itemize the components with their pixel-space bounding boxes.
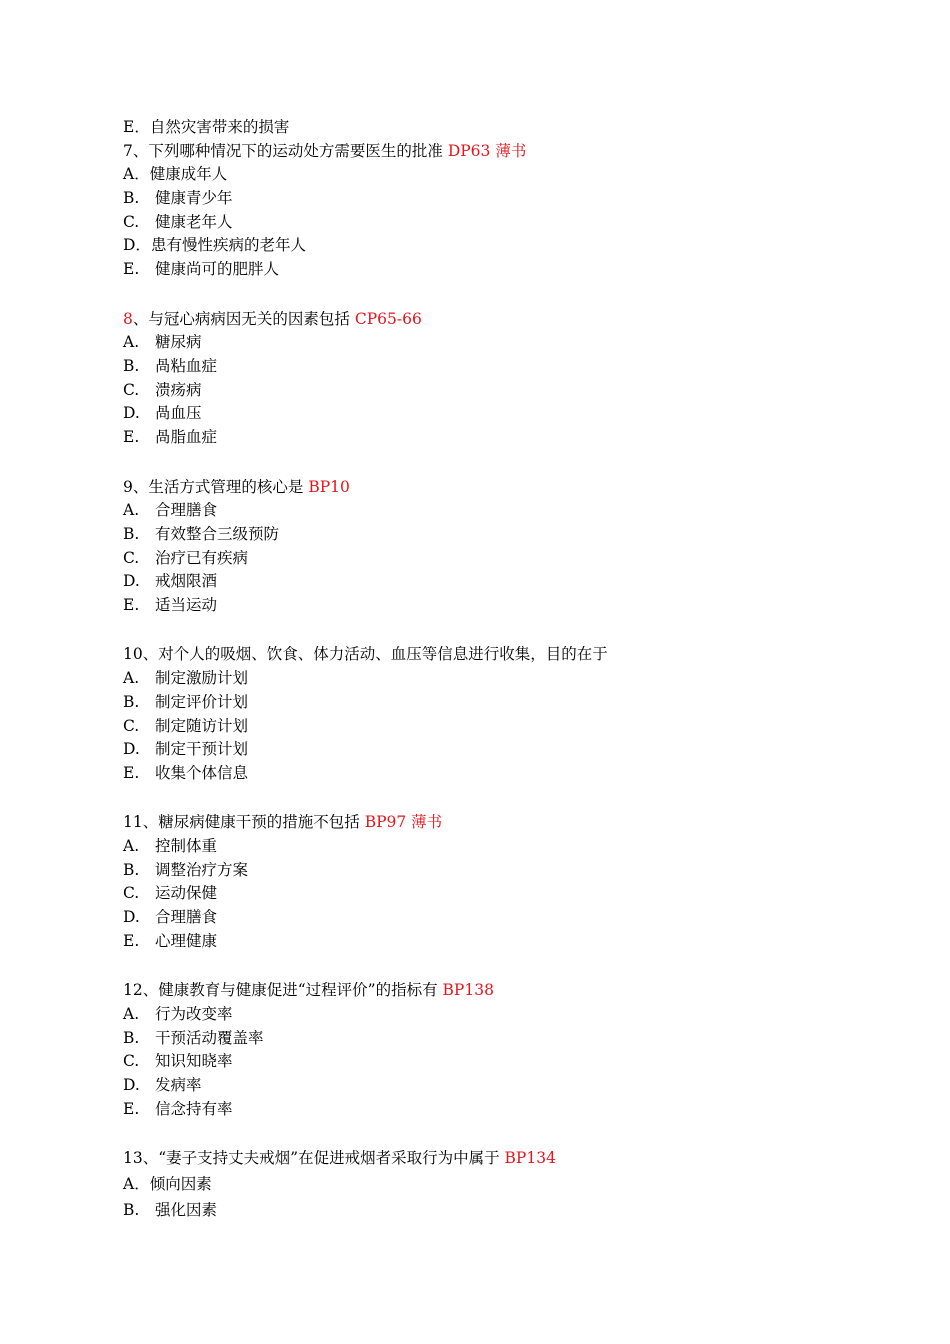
option-text: 合理膳食 — [155, 908, 218, 927]
option-text: 发病率 — [155, 1076, 202, 1095]
option-text: 干预活动覆盖率 — [155, 1028, 264, 1047]
option-text: 知识知晓率 — [155, 1052, 233, 1071]
option-line — [123, 163, 883, 187]
option-letter: D. — [123, 572, 140, 591]
option-line — [123, 523, 883, 547]
option-letter: A. — [123, 333, 140, 352]
question-number: 12 — [123, 981, 143, 1000]
page-reference: BP138 — [442, 981, 494, 1000]
option-text: 倾向因素 — [149, 1174, 212, 1193]
option-line — [123, 1173, 883, 1197]
option-letter: D. — [123, 740, 140, 759]
option-text: 信念持有率 — [155, 1099, 233, 1118]
question-stem — [123, 979, 883, 1003]
option-line — [123, 258, 883, 282]
option-text: 健康青少年 — [155, 189, 233, 208]
option-text: 咼粘血症 — [155, 356, 218, 375]
spacer — [123, 1121, 883, 1147]
question-text: 对个人的吸烟、饮食、体力活动、血压等信息进行收集，目的在于 — [158, 645, 608, 664]
option-line — [123, 547, 883, 571]
option-text: 戒烟限酒 — [155, 572, 218, 591]
option-text: 心理健康 — [155, 931, 218, 950]
option-line — [123, 859, 883, 883]
question-stem — [123, 643, 883, 667]
question-separator: 、 — [142, 645, 159, 664]
option-line — [123, 1050, 883, 1074]
option-line — [123, 402, 883, 426]
option-text: 患有慢性疾病的老年人 — [150, 236, 306, 255]
question-stem — [123, 140, 883, 164]
option-letter: D. — [123, 404, 140, 423]
option-text: 适当运动 — [155, 595, 218, 614]
page-reference: BP97 薄书 — [364, 813, 443, 832]
option-line — [123, 331, 883, 355]
option-letter: D. — [123, 908, 140, 927]
question-text: 下列哪种情况下的运动处方需要医生的批准 — [148, 141, 448, 160]
option-letter: A． — [123, 165, 150, 184]
option-line — [123, 715, 883, 739]
option-line — [123, 499, 883, 523]
question-number: 10 — [123, 645, 143, 664]
option-letter: E． — [123, 118, 150, 136]
option-text: 合理膳食 — [155, 501, 218, 520]
option-letter: A. — [123, 837, 140, 856]
option-text: 糖尿病 — [155, 333, 202, 352]
option-text: 调整治疗方案 — [155, 860, 249, 879]
option-letter: E. — [123, 763, 140, 782]
option-text: 自然灾害带来的损害 — [149, 118, 290, 136]
spacer — [123, 282, 883, 308]
question-stem — [123, 1147, 883, 1171]
option-text: 控制体重 — [155, 837, 218, 856]
option-line — [123, 1003, 883, 1027]
option-letter: E. — [123, 1099, 140, 1118]
option-letter: B. — [123, 692, 140, 711]
option-letter: E. — [123, 931, 140, 950]
option-letter: D. — [123, 1076, 140, 1095]
option-text: 运动保健 — [155, 884, 218, 903]
option-line — [123, 930, 883, 954]
spacer — [123, 954, 883, 980]
option-line — [123, 835, 883, 859]
option-text: 强化因素 — [155, 1200, 218, 1219]
option-line — [123, 762, 883, 786]
option-letter: C. — [123, 1052, 140, 1071]
option-text: 溃疡病 — [155, 380, 202, 399]
question-text: 糖尿病健康干预的措施不包括 — [158, 813, 365, 832]
option-text: 有效整合三级预防 — [155, 524, 280, 543]
option-letter: B. — [123, 1028, 140, 1047]
option-text: 咼脂血症 — [155, 428, 218, 447]
question-separator: 、 — [132, 141, 149, 160]
spacer — [123, 786, 883, 812]
option-letter: E. — [123, 428, 140, 447]
option-letter: A． — [123, 1174, 150, 1193]
question-number: 7 — [123, 141, 133, 160]
option-line — [123, 570, 883, 594]
option-text: 收集个体信息 — [155, 763, 249, 782]
option-line — [123, 906, 883, 930]
spacer — [123, 450, 883, 476]
option-text: 咼血压 — [155, 404, 202, 423]
option-letter: B. — [123, 860, 140, 879]
option-text: 治疗已有疾病 — [155, 548, 249, 567]
option-line — [123, 426, 883, 450]
question-text: 健康教育与健康促进“过程评价”的指标有 — [158, 981, 443, 1000]
option-line — [123, 187, 883, 211]
question-number: 8 — [123, 309, 133, 328]
spacer — [123, 618, 883, 644]
option-text: 行为改变率 — [155, 1004, 233, 1023]
option-text: 健康成年人 — [149, 165, 228, 184]
option-text: 制定激励计划 — [155, 669, 249, 688]
page-reference: CP65-66 — [354, 309, 422, 328]
option-letter: C. — [123, 716, 140, 735]
option-line — [123, 882, 883, 906]
option-text: 制定干预计划 — [155, 740, 249, 759]
option-line — [123, 691, 883, 715]
option-letter: B. — [123, 189, 140, 208]
question-separator: 、 — [142, 981, 159, 1000]
option-letter: C. — [123, 884, 140, 903]
question-separator: 、 — [132, 309, 149, 328]
option-letter: B. — [123, 1200, 140, 1219]
option-letter: B. — [123, 356, 140, 375]
option-line — [123, 1199, 883, 1223]
question-number: 11 — [123, 813, 143, 832]
option-line — [123, 594, 883, 618]
option-text: 制定随访计划 — [155, 716, 249, 735]
option-letter: C. — [123, 548, 140, 567]
question-stem — [123, 811, 883, 835]
option-letter: B. — [123, 524, 140, 543]
question-text: 与冠心病病因无关的因素包括 — [148, 309, 355, 328]
document-page — [123, 116, 883, 1222]
option-text: 健康老年人 — [155, 212, 233, 231]
option-letter: E. — [123, 260, 140, 279]
option-letter: A. — [123, 1004, 140, 1023]
option-line — [123, 379, 883, 403]
option-line — [123, 1027, 883, 1051]
option-letter: A. — [123, 669, 140, 688]
option-line — [123, 355, 883, 379]
page-reference: BP134 — [504, 1149, 556, 1168]
option-letter: C. — [123, 380, 140, 399]
question-number: 9 — [123, 477, 133, 496]
question-stem — [123, 308, 883, 332]
question-number: 13 — [123, 1149, 143, 1168]
option-text: 健康尚可的肥胖人 — [155, 260, 280, 279]
question-text: 生活方式管理的核心是 — [148, 477, 309, 496]
option-letter: E. — [123, 595, 140, 614]
page-reference: BP10 — [308, 477, 350, 496]
option-line — [123, 116, 883, 140]
option-line — [123, 738, 883, 762]
option-letter: C. — [123, 212, 140, 231]
option-line — [123, 211, 883, 235]
option-line — [123, 1074, 883, 1098]
question-stem — [123, 476, 883, 500]
option-line — [123, 667, 883, 691]
question-separator: 、 — [132, 477, 149, 496]
option-line — [123, 1098, 883, 1122]
question-text: “妻子支持丈夫戒烟”在促进戒烟者采取行为中属于 — [158, 1149, 505, 1168]
question-separator: 、 — [142, 813, 159, 832]
page-reference: DP63 薄书 — [447, 141, 527, 160]
option-line — [123, 234, 883, 258]
option-text: 制定评价计划 — [155, 692, 249, 711]
option-letter: D． — [123, 236, 151, 255]
option-letter: A. — [123, 501, 140, 520]
question-separator: 、 — [142, 1149, 159, 1168]
